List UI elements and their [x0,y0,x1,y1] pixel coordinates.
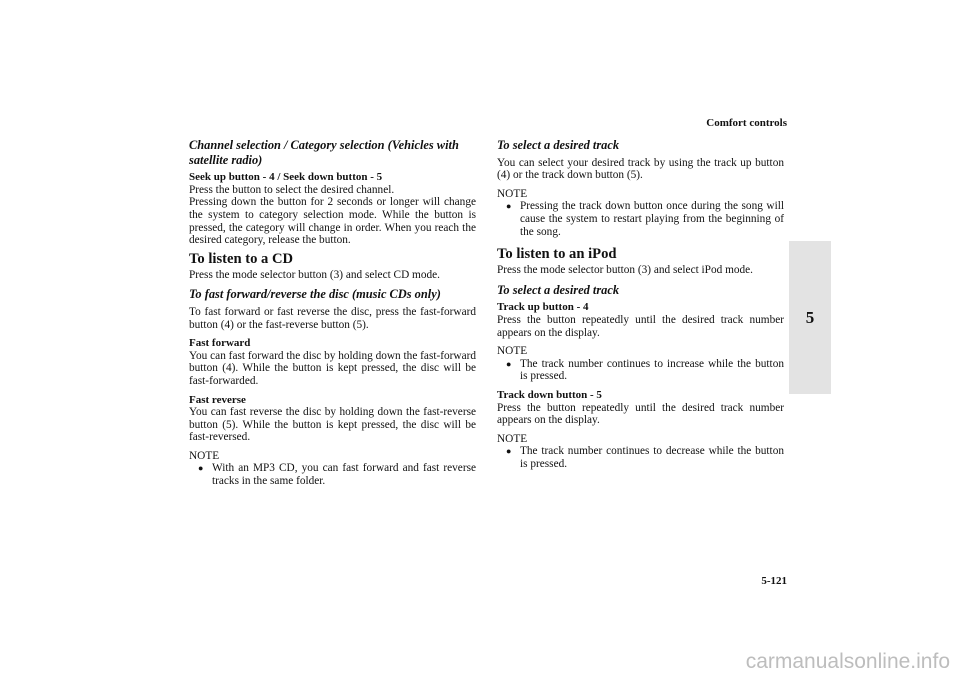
bullet-icon: ● [506,446,512,457]
chapter-tab [789,241,831,394]
listen-ipod-text: Press the mode selector button (3) and select iPod mode. [497,264,754,277]
listen-cd-heading: To listen to a CD [189,250,294,267]
note-label: NOTE [497,345,528,358]
page-number: 5-121 [761,575,787,587]
note-item [497,358,784,383]
note-text: Pressing the track down button once during the song will cause the system to restart playing from the beginning of the song. [520,200,784,238]
fast-forward-heading: To fast forward/reverse the disc (music CDs only) [189,287,441,302]
seek-text: Press the button to select the desired channel. [189,183,395,196]
listen-ipod-heading: To listen to an iPod [497,246,617,263]
note-text: The track number continues to decrease while the button is pressed. [520,445,784,470]
fast-reverse-detail: You can fast reverse the disc by holding down the fast-reverse button (5). While the button is kept pressed, the disc will be fast-reversed. [189,406,476,444]
track-down-subheading: Track down button - 5 [497,388,602,401]
select-track-heading-ipod: To select a desired track [497,282,620,297]
note-label: NOTE [497,187,528,200]
note-label: NOTE [497,432,528,445]
watermark-link[interactable]: carmanualsonline.info [745,650,950,673]
fast-forward-detail: You can fast forward the disc by holding down the fast-forward button (4). While the button is kept pressed, the disc will be fast-forwarded. [189,349,476,387]
channel-selection-heading: Channel selection / Category selection (Vehicles with satellite radio) [189,138,459,167]
note-text: The track number continues to increase while the button is pressed. [520,357,784,383]
fast-reverse-subheading: Fast reverse [189,393,246,406]
select-track-text: You can select your desired track by using the track up button (4) or the track down button (5). [497,156,784,182]
note-text: With an MP3 CD, you can fast forward and fast reverse tracks in the same folder. [212,462,476,488]
select-track-heading: To select a desired track [497,138,620,152]
bullet-icon: ● [506,358,512,369]
right-column [497,138,784,470]
listen-cd-text: Press the mode selector button (3) and select CD mode. [189,268,440,281]
note-item [189,462,476,487]
left-column [189,138,476,488]
running-header: Comfort controls [706,117,787,129]
track-down-text: Press the button repeatedly until the desired track number appears on the display. [497,401,784,427]
chapter-number: 5 [805,307,815,327]
note-item [497,200,784,238]
bullet-icon: ● [198,463,204,474]
seek-button-subheading: Seek up button - 4 / Seek down button - 5 [189,171,383,184]
bullet-icon: ● [506,201,512,212]
note-label: NOTE [189,449,220,462]
note-item [497,445,784,470]
track-up-text: Press the button repeatedly until the desired track number appears on the display. [497,313,784,339]
fast-forward-text: To fast forward or fast reverse the disc, press the fast-forward button (4) or the fast-reverse button (5). [189,305,476,331]
fast-forward-subheading: Fast forward [189,337,251,350]
seek-text-detail: Pressing down the button for 2 seconds or longer will change the system to category selection mode. While the button is pressed, the category will change in order. When you reach the desired category, release the button. [189,196,476,247]
track-up-subheading: Track up button - 4 [497,301,589,314]
